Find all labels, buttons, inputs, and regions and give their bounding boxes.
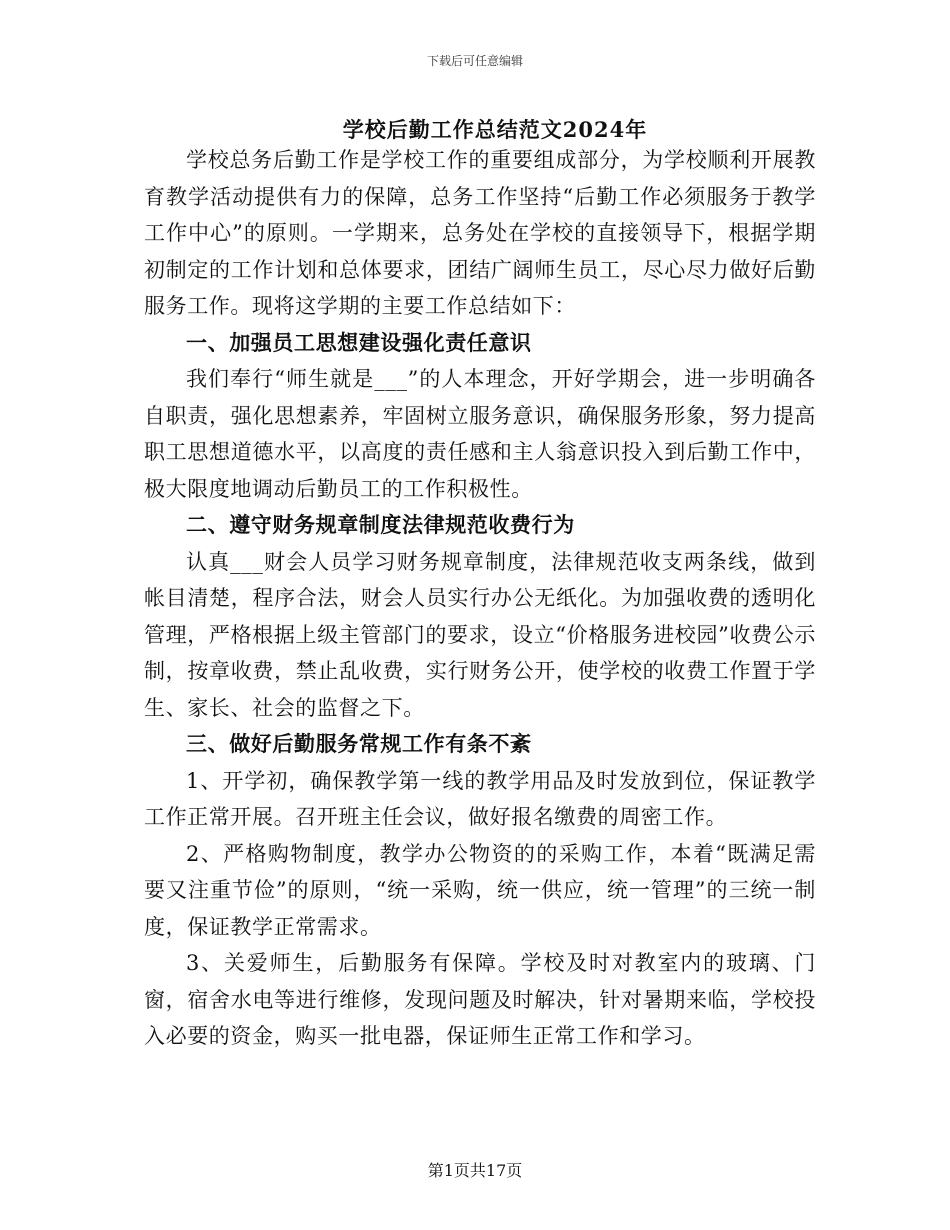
document-title: 学校后勤工作总结范文2024年 xyxy=(342,117,648,142)
document-body xyxy=(144,142,816,1055)
section-heading-2: 二、遵守财务规章制度法律规范收费行为 xyxy=(186,512,575,537)
section-heading-3: 三、做好后勤服务常规工作有条不紊 xyxy=(186,731,532,756)
section-1-paragraph: 我们奉行“师生就是___”的人本理念，开好学期会，进一步明确各自职责，强化思想素养，牢固树立服务意识，确保服务形象，努力提高职工思想道德水平，以高度的责任感和主人翁意识投入到后勤工作中，极大限度地调动后勤员工的工作积极性。 xyxy=(144,367,816,501)
header-note: 下载后可任意编辑 xyxy=(426,54,523,68)
intro-paragraph: 学校总务后勤工作是学校工作的重要组成部分，为学校顺利开展教育教学活动提供有力的保障，总务工作坚持“后勤工作必须服务于教学工作中心”的原则。一学期来，总务处在学校的直接领导下，根据学期初制定的工作计划和总体要求，团结广阔师生员工，尽心尽力做好后勤服务工作。现将这学期的主要工作总结如下： xyxy=(144,148,816,318)
section-2-paragraph: 认真___财会人员学习财务规章制度，法律规范收支两条线，做到帐目清楚，程序合法，财会人员实行办公无纸化。为加强收费的透明化管理，严格根据上级主管部门的要求，设立“价格服务进校园”收费公示制，按章收费，禁止乱收费，实行财务公开，使学校的收费工作置于学生、家长、社会的监督之下。 xyxy=(144,549,816,720)
section-3-item-1: 1、开学初，确保教学第一线的教学用品及时发放到位，保证教学工作正常开展。召开班主任会议，做好报名缴费的周密工作。 xyxy=(144,768,816,829)
section-3-item-2: 2、严格购物制度，教学办公物资的的采购工作，本着“既满足需要又注重节俭”的原则，“统一采购，统一供应，统一管理”的三统一制度，保证教学正常需求。 xyxy=(144,841,816,939)
page-footer: 第1页共17页 xyxy=(427,1161,523,1180)
section-heading-1: 一、加强员工思想建设强化责任意识 xyxy=(186,329,532,355)
section-3-item-3: 3、关爱师生，后勤服务有保障。学校及时对教室内的玻璃、门窗，宿舍水电等进行维修，发现问题及时解决，针对暑期来临，学校投入必要的资金，购买一批电器，保证师生正常工作和学习。 xyxy=(144,951,816,1048)
